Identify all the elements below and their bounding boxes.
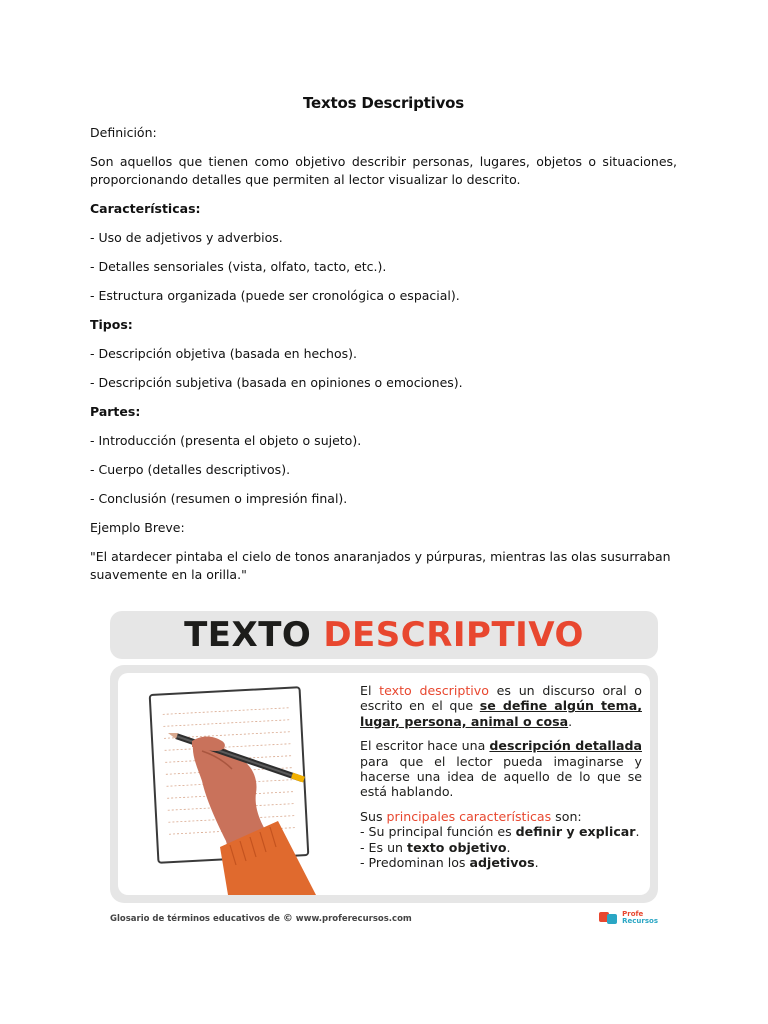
text-span: El — [360, 683, 380, 698]
infographic-text — [360, 683, 642, 870]
text-span: . — [635, 824, 640, 840]
text-span: es un discurso oral o escrito en el que — [360, 683, 642, 714]
footer-url: www.proferecursos.com — [295, 913, 412, 924]
list-item: - Descripción subjetiva (basada en opiniones o emociones). — [90, 375, 463, 390]
highlight-text: principales características — [386, 808, 552, 824]
logo-mark-icon — [599, 911, 619, 925]
footer-text: Glosario de términos educativos de — [110, 913, 280, 924]
hand-writing-illustration-icon — [132, 681, 332, 895]
document-title: Textos Descriptivos — [303, 94, 464, 112]
list-item: - Introducción (presenta el objeto o sujeto). — [90, 433, 362, 448]
example-label: Ejemplo Breve: — [90, 520, 185, 535]
text-span: El escritor hace una — [360, 738, 490, 754]
text-span: - Predominan los — [360, 855, 470, 871]
infographic-footer — [110, 909, 658, 927]
infographic-paragraph-1 — [360, 683, 642, 729]
underlined-text: descripción detallada — [489, 738, 642, 754]
list-item: - Cuerpo (detalles descriptivos). — [90, 462, 291, 477]
logo-line-1: Profe — [622, 910, 644, 918]
banner-word-texto: TEXTO — [184, 615, 312, 655]
definition-label: Definición: — [90, 125, 157, 140]
parts-label: Partes: — [90, 404, 141, 419]
list-item: - Conclusión (resumen o impresión final). — [90, 491, 348, 506]
list-item: - Descripción objetiva (basada en hechos). — [90, 346, 357, 361]
list-item: - Uso de adjetivos y adverbios. — [90, 230, 283, 245]
logo-text — [622, 911, 658, 925]
infographic-bullet — [360, 824, 642, 839]
text-span: - Su principal función es — [360, 824, 516, 840]
types-label: Tipos: — [90, 317, 133, 332]
text-span: para que el lector pueda imaginarse y hacerse una idea de aquello de lo que se está hablando. — [360, 753, 642, 800]
highlight-text: texto descriptivo — [379, 683, 489, 698]
infographic-panel — [110, 665, 658, 903]
infographic-paragraph-2 — [360, 738, 642, 800]
characteristics-label: Características: — [90, 201, 201, 216]
text-span: Sus — [360, 808, 387, 824]
text-span: - Es un — [360, 839, 408, 855]
banner-word-descriptivo: DESCRIPTIVO — [323, 615, 584, 655]
list-item: - Estructura organizada (puede ser cronológica o espacial). — [90, 288, 460, 303]
footer-credit — [110, 913, 412, 924]
copyright-icon: © — [282, 912, 293, 924]
underlined-text: se define algún tema, lugar, persona, animal o cosa — [360, 698, 642, 729]
text-span: . — [568, 713, 573, 729]
text-span: son: — [551, 808, 582, 824]
infographic-bullet — [360, 855, 642, 870]
logo-line-2: Recursos — [622, 917, 658, 925]
infographic-image — [90, 597, 678, 935]
text-span: . — [506, 839, 511, 855]
infographic-banner — [110, 611, 658, 659]
infographic-panel-inner — [118, 673, 650, 895]
bold-text: texto objetivo — [407, 839, 507, 855]
bold-text: definir y explicar — [515, 824, 636, 840]
infographic-paragraph-3 — [360, 809, 642, 824]
example-text: "El atardecer pintaba el cielo de tonos anaranjados y púrpuras, mientras las olas susurraban suavemente en la orilla." — [90, 549, 671, 582]
text-span: . — [534, 855, 539, 871]
definition-text: Son aquellos que tienen como objetivo describir personas, lugares, objetos o situaciones, proporcionando detalles que permiten al lector visualizar lo descrito. — [90, 154, 677, 187]
list-item: - Detalles sensoriales (vista, olfato, tacto, etc.). — [90, 259, 387, 274]
proferecursos-logo — [599, 911, 658, 925]
infographic-bullet — [360, 840, 642, 855]
bold-text: adjetivos — [469, 855, 535, 871]
document-body — [90, 94, 677, 595]
